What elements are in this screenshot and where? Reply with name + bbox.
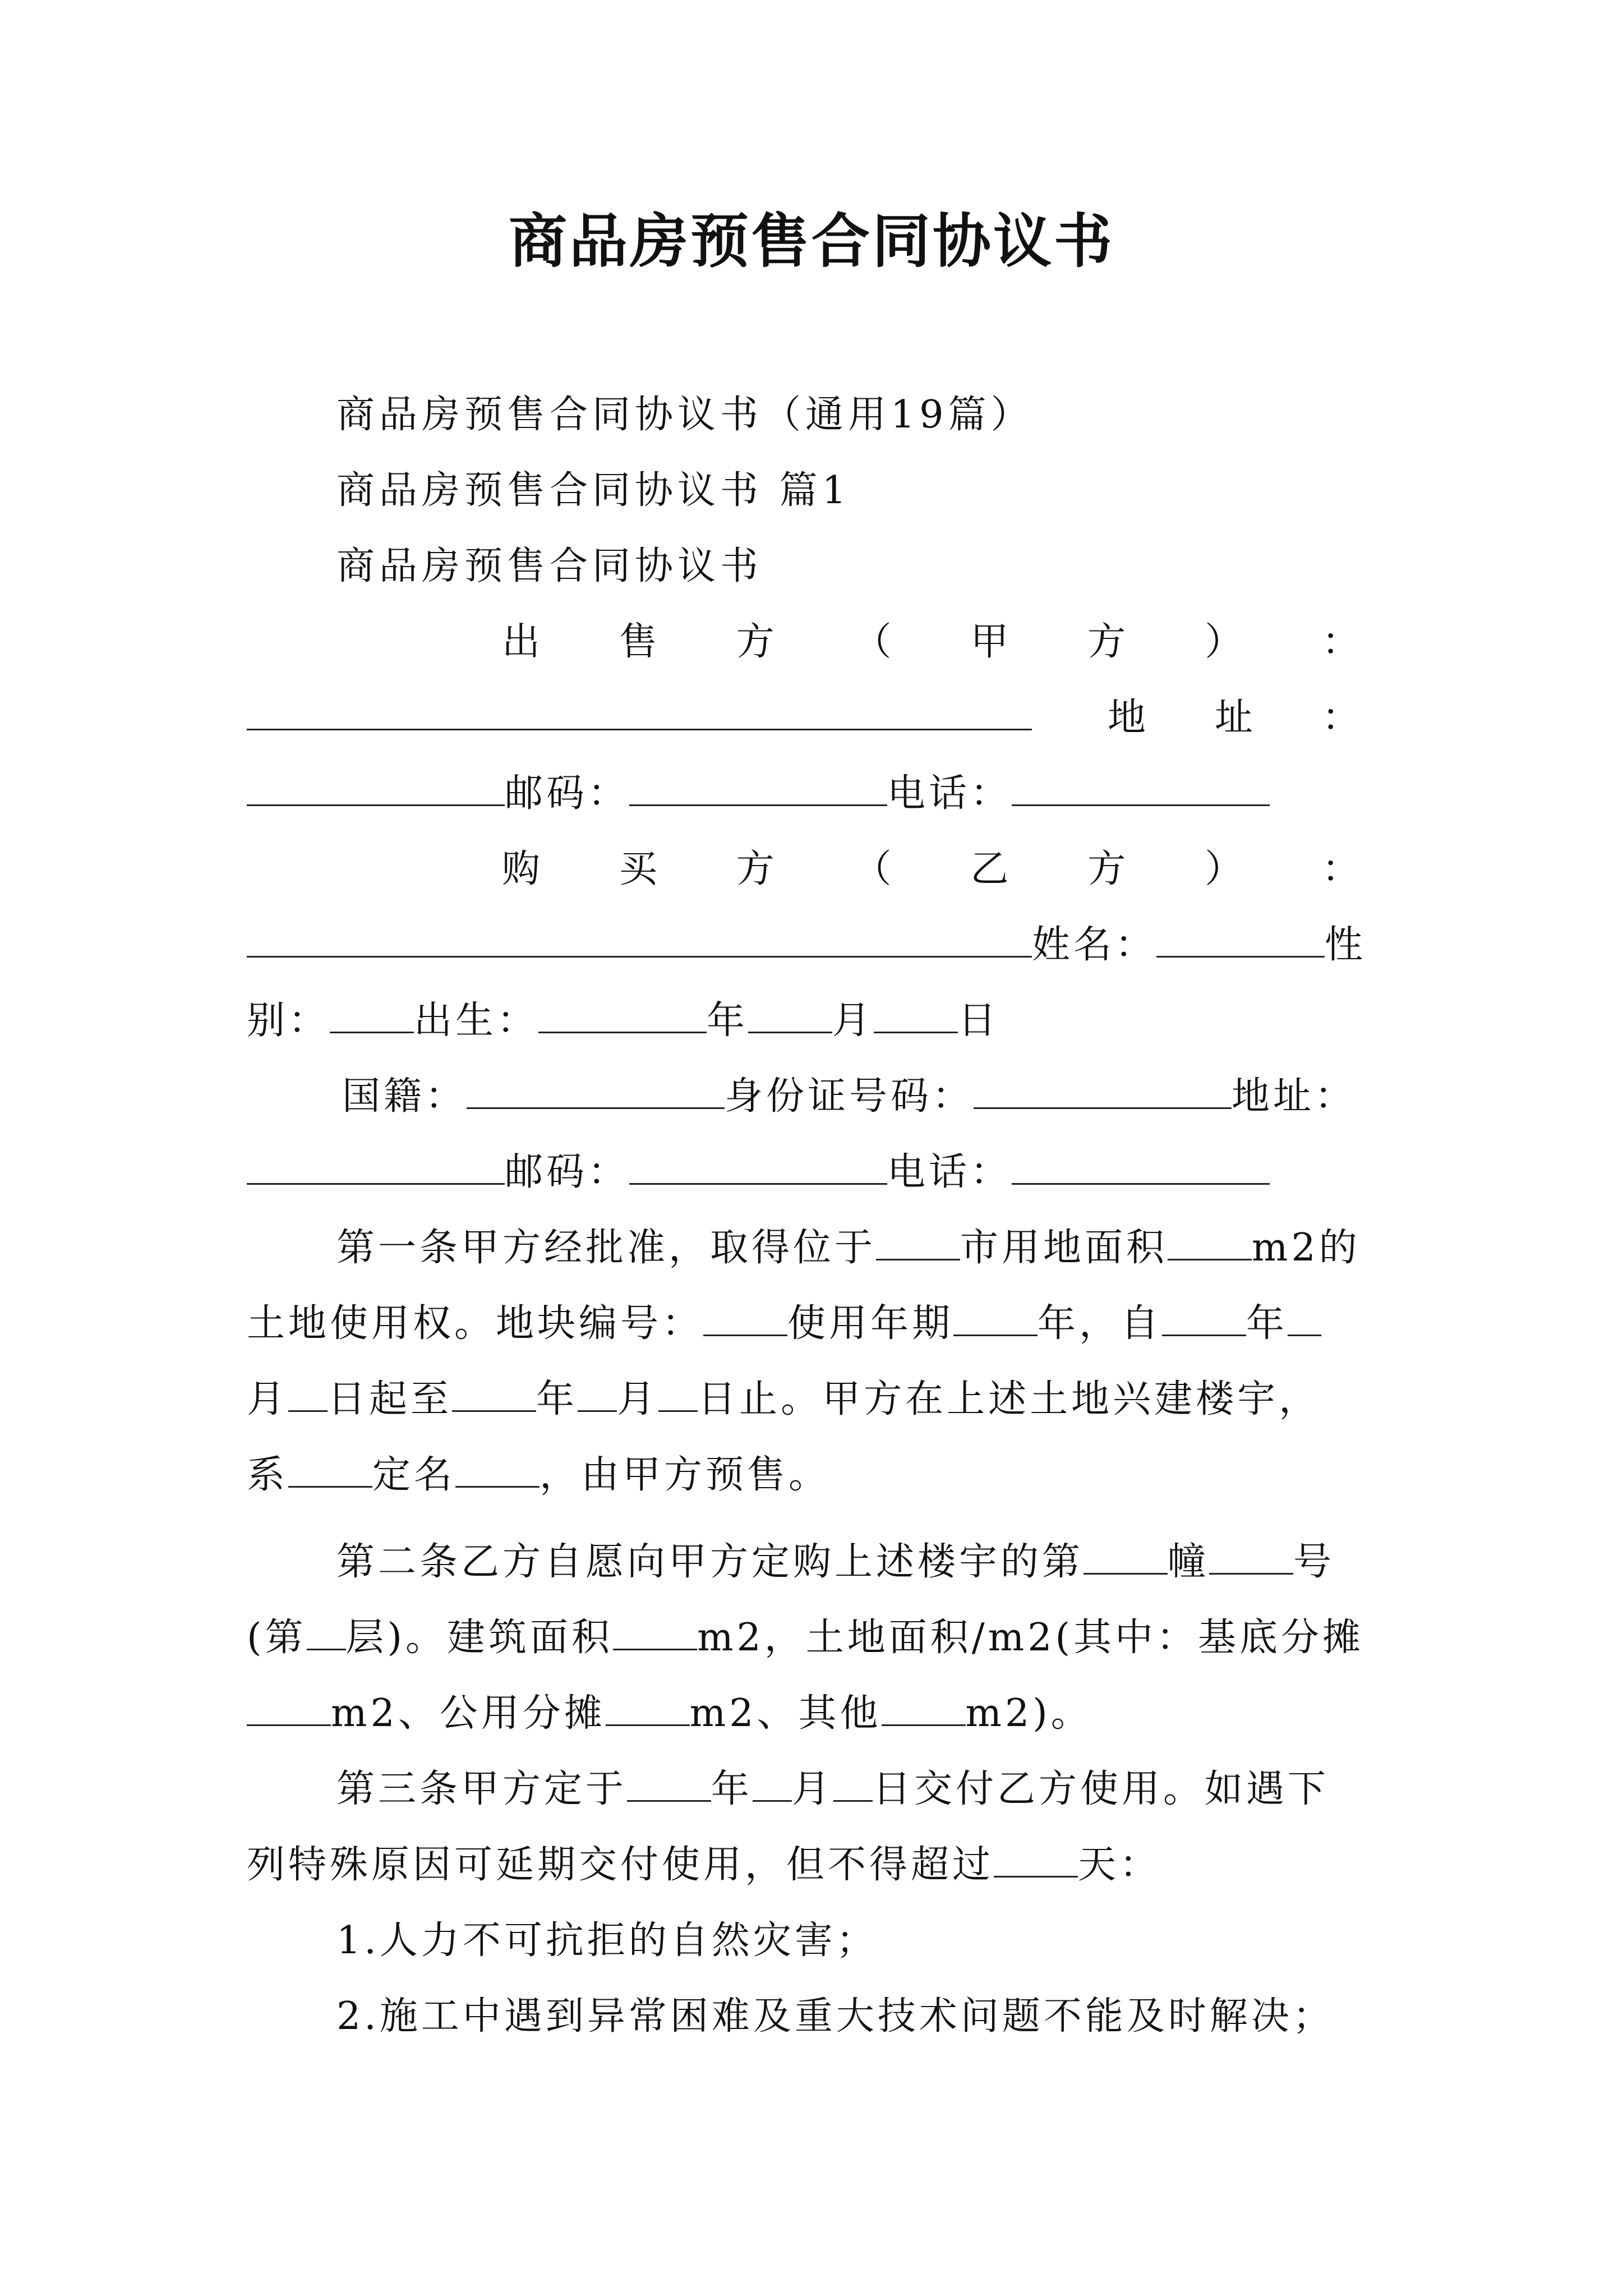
blank bbox=[1288, 1301, 1321, 1336]
blank bbox=[833, 1766, 873, 1802]
birth-year-blank bbox=[538, 998, 707, 1033]
article-1-line-4: 系 定名 ，由甲方预售。 bbox=[247, 1453, 831, 1497]
blank bbox=[606, 1691, 690, 1726]
blank bbox=[882, 1691, 966, 1726]
list-item-1: 1.人力不可抗拒的自然灾害； bbox=[336, 1918, 878, 1963]
id-number-blank bbox=[974, 1074, 1232, 1109]
article-3-line-1: 第三条甲方定于 年 月 日交付乙方使用。如遇下 bbox=[336, 1767, 1330, 1811]
article-2-line-1: 第二条乙方自愿向甲方定购上述楼宇的第 幢 号 bbox=[336, 1540, 1335, 1584]
blank bbox=[578, 1377, 617, 1412]
agreement-heading: 商品房预售合同协议书 bbox=[336, 544, 763, 588]
article-1-line-2: 土地使用权。地块编号： 使用年期 年，自 年 bbox=[247, 1296, 1321, 1352]
seller-blank-line bbox=[247, 690, 1032, 746]
buyer-blank bbox=[247, 922, 1032, 958]
seller-heading: 出 售 方 （ 甲 方 ） ： bbox=[502, 620, 1360, 664]
blank bbox=[994, 1842, 1078, 1878]
blank bbox=[288, 1377, 328, 1412]
buyer-phone-blank bbox=[1012, 1149, 1270, 1185]
buyer-name-row: 姓名： 性 bbox=[247, 917, 1366, 973]
blank bbox=[703, 1301, 787, 1336]
seller-name-blank bbox=[247, 695, 1032, 730]
list-item-2: 2.施工中遇到异常困难及重大技术问题不能及时解决； bbox=[336, 1994, 1334, 2039]
blank bbox=[1168, 1225, 1252, 1260]
blank bbox=[307, 1615, 346, 1650]
blank bbox=[658, 1377, 698, 1412]
buyer-contact-row: 邮码： 电话： bbox=[247, 1144, 1270, 1200]
blank bbox=[288, 1452, 372, 1488]
blank bbox=[1162, 1301, 1246, 1336]
article-1-line-3: 月 日起至 年 月 日止。甲方在上述土地兴建楼宇， bbox=[247, 1377, 1321, 1421]
blank bbox=[627, 1766, 711, 1802]
buyer-id-row: 国籍： 身份证号码： 地址： bbox=[342, 1074, 1357, 1119]
blank bbox=[753, 1766, 792, 1802]
birth-month-blank bbox=[748, 998, 832, 1033]
blank bbox=[247, 1691, 331, 1726]
buyer-name-blank bbox=[1156, 922, 1325, 958]
nationality-blank bbox=[467, 1074, 725, 1109]
article-2-line-2: (第 层)。建筑面积 m2，土地面积/m2(其中：基底分摊 bbox=[247, 1616, 1364, 1660]
article-3-line-2: 列特殊原因可延期交付使用，但不得超过 天： bbox=[247, 1843, 1161, 1887]
blank bbox=[455, 1452, 540, 1488]
buyer-postcode-blank bbox=[629, 1149, 887, 1185]
seller-phone-blank bbox=[1012, 771, 1270, 806]
document-title: 商品房预售合同协议书 bbox=[508, 206, 1114, 275]
birth-day-blank bbox=[874, 998, 958, 1033]
seller-contact-row: 邮码： 电话： bbox=[247, 766, 1270, 822]
subtitle-collection: 商品房预售合同协议书（通用19篇） bbox=[336, 393, 1034, 437]
buyer-birth-row: 别： 出生： 年 月 日 bbox=[247, 999, 1000, 1043]
article-1-line-1: 第一条甲方经批准，取得位于 市用地面积 m2的 bbox=[336, 1226, 1361, 1270]
seller-address-label: 地 址 ： bbox=[1108, 696, 1360, 740]
seller-address-blank bbox=[247, 771, 505, 806]
gender-blank bbox=[330, 998, 414, 1033]
subtitle-part-1: 商品房预售合同协议书 篇1 bbox=[336, 468, 851, 513]
buyer-address-blank bbox=[247, 1149, 505, 1185]
blank bbox=[1083, 1539, 1168, 1575]
buyer-heading: 购 买 方 （ 乙 方 ） ： bbox=[502, 847, 1360, 891]
article-2-line-3: m2、公用分摊 m2、其他 m2)。 bbox=[247, 1686, 1092, 1742]
seller-postcode-blank bbox=[629, 771, 887, 806]
blank bbox=[1209, 1539, 1293, 1575]
blank bbox=[953, 1301, 1038, 1336]
blank bbox=[452, 1377, 536, 1412]
blank bbox=[613, 1615, 697, 1650]
blank bbox=[876, 1225, 960, 1260]
